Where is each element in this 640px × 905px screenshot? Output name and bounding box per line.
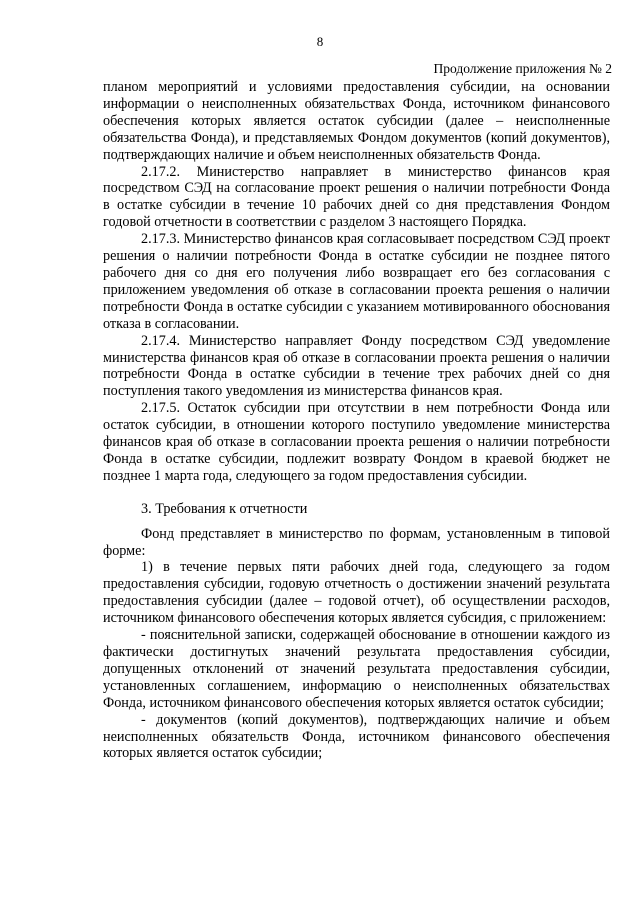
list-item-1: 1) в течение первых пяти рабочих дней года, следующего за годом предоставления субсидии, годовую отчетность о достижении значений результата предоставления субсидии (далее – годовой отчет), об осуществлении расходов, источником финансового обеспечения которых является субсидия, с приложением:	[103, 559, 610, 627]
sub-item-explanatory-note: - пояснительной записки, содержащей обоснование в отношении каждого из фактически достигнутых значений результата предоставления субсидии, допущенных отклонений от значений результата предоставления субсидии, установленных соглашением, информацию о неисполненных обязательствах Фонда, источником финансового обеспечения которых является остаток субсидии;	[103, 627, 610, 711]
appendix-continuation-label: Продолжение приложения № 2	[433, 61, 612, 76]
document-body	[103, 79, 610, 762]
paragraph-2-17-2: 2.17.2. Министерство направляет в министерство финансов края посредством СЭД на согласование проект решения о наличии потребности Фонда в остатке субсидии в течение 10 рабочих дней со дня представления Фондом годовой отчетности в соответствии с разделом 3 настоящего Порядка.	[103, 163, 610, 231]
paragraph-reporting-intro: Фонд представляет в министерство по формам, установленным в типовой форме:	[103, 525, 610, 559]
paragraph-2-17-3: 2.17.3. Министерство финансов края согласовывает посредством СЭД проект решения о наличии потребности Фонда в остатке субсидии не позднее пятого рабочего дня со дня его получения либо возвращает его без согласования с приложением уведомления об отказе в согласовании проекта решения о наличии потребности Фонда в остатке субсидии с указанием мотивированного обоснования отказа в согласовании.	[103, 231, 610, 332]
sub-item-documents: - документов (копий документов), подтверждающих наличие и объем неисполненных обязательств Фонда, источником финансового обеспечения которых является остаток субсидии;	[103, 711, 610, 762]
section-heading-reporting: 3. Требования к отчетности	[141, 500, 308, 517]
paragraph-continued: планом мероприятий и условиями предоставления субсидии, на основании информации о неисполненных обязательствах Фонда, источником финансового обеспечения которых является остаток субсидии (далее – неисполненные обязательства Фонда), и представляемых Фондом документов (копий документов), подтверждающих наличие и объем неисполненных обязательств Фонда.	[103, 79, 610, 163]
paragraph-2-17-4: 2.17.4. Министерство направляет Фонду посредством СЭД уведомление министерства финансов края об отказе в согласовании проекта решения о наличии потребности Фонда в остатке субсидии в течение трех рабочих дней со дня поступления такого уведомления из министерства финансов края.	[103, 332, 610, 400]
page-number: 8	[316, 34, 324, 49]
paragraph-2-17-5: 2.17.5. Остаток субсидии при отсутствии в нем потребности Фонда или остаток субсидии, в отношении которого поступило уведомление министерства финансов края об отказе в согласовании проекта решения о наличии потребности Фонда в остатке субсидии, подлежит возврату Фондом в краевой бюджет не позднее 1 марта года, следующего за годом предоставления субсидии.	[103, 400, 610, 484]
